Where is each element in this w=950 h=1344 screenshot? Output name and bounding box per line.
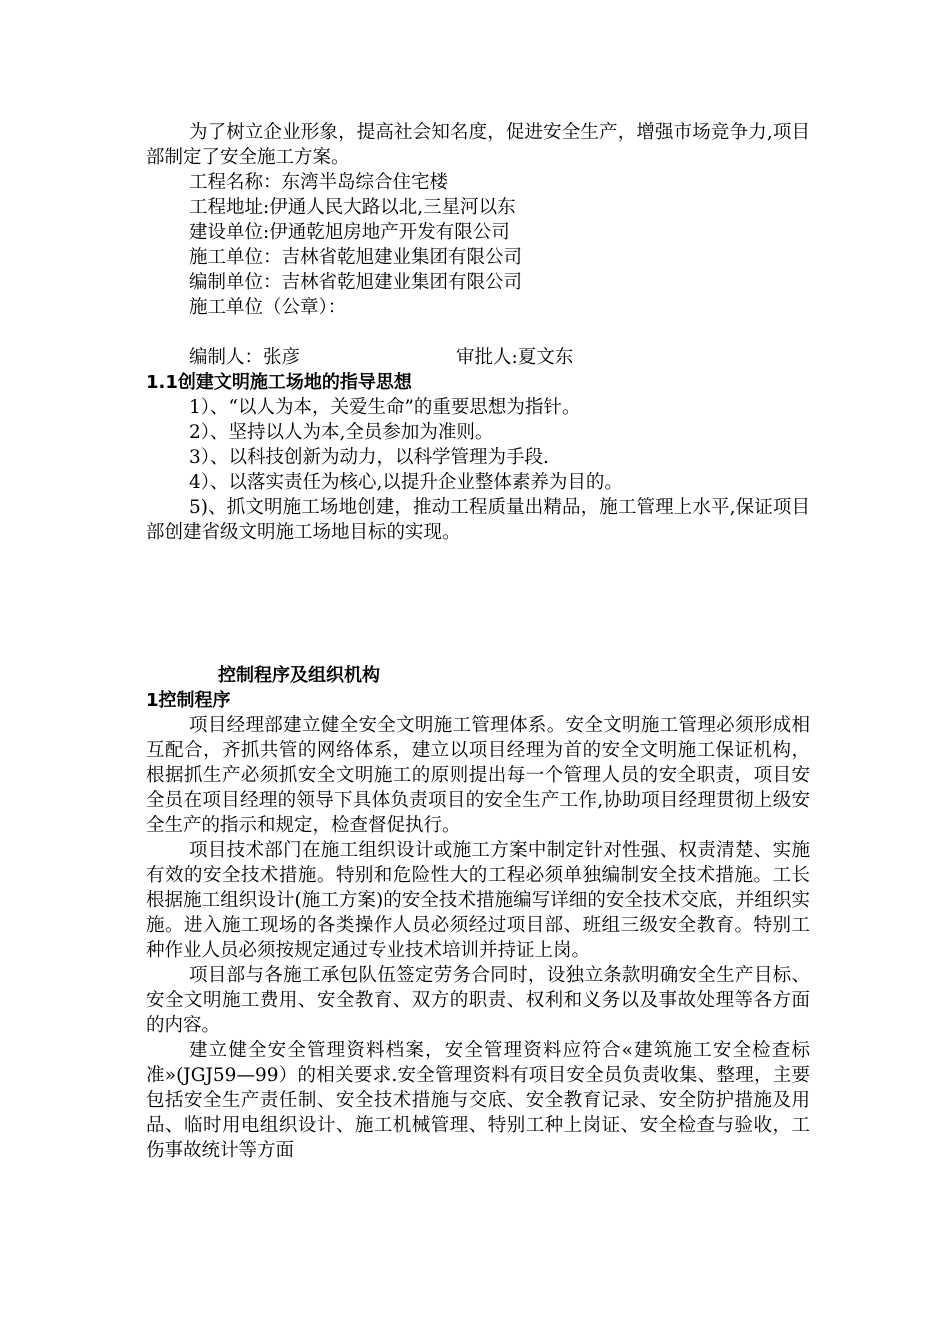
builder-unit: 建设单位:伊通乾旭房地产开发有限公司 [189,222,510,243]
guideline-item-5: 5)、抓文明施工场地创建，推动工程质量出精品，施工管理上水平,保证项目部创建省级文明施工场地目标的实现。 [146,497,810,543]
section-spacer [146,545,810,663]
guideline-item-1: 1）、“以人为本，关爱生命”的重要思想为指针。 [189,397,581,418]
blank-line [146,320,810,345]
guideline-item-4: 4）、以落实责任为核心,以提升企业整体素养为目的。 [189,472,623,493]
compiled-by: 编制人：张彦 [189,347,301,368]
contractor-unit: 施工单位：吉林省乾旭建业集团有限公司 [189,247,523,268]
guideline-item-3: 3）、以科技创新为动力，以科学管理为手段. [189,447,549,468]
guideline-item-2: 2）、坚持以人为本,全员参加为准则。 [189,422,494,443]
control-paragraph-1: 项目经理部建立健全安全文明施工管理体系。安全文明施工管理必须形成相互配合，齐抓共管的网络体系，建立以项目经理为首的安全文明施工保证机构，根据抓生产必须抓安全文明施工的原则提出每一个管理人员的安全职责，项目安全员在项目经理的领导下具体负责项目的安全生产工作,协助项目经理贯彻上级安全生产的指示和规定，检查督促执行。 [146,715,810,836]
seal-line: 施工单位（公章）： [189,297,347,318]
control-sub-heading: 1控制程序 [146,690,231,711]
control-paragraph-4: 建立健全安全管理资料档案，安全管理资料应符合«建筑施工安全检查标准»(JGJ59—99）的相关要求.安全管理资料有项目安全员负责收集、整理，主要包括安全生产责任制、安全技术措施与交底、安全教育记录、安全防护措施及用品、临时用电组织设计、施工机械管理、特别工种上岗证、安全检查与验收，工伤事故统计等方面 [146,1040,810,1161]
project-address: 工程地址:伊通人民大路以北,三星河以东 [189,197,516,218]
approved-by: 审批人:夏文东 [456,347,574,368]
control-section-title: 控制程序及组织机构 [218,665,380,686]
document-page [146,120,810,1163]
control-paragraph-3: 项目部与各施工承包队伍签定劳务合同时，设独立条款明确安全生产目标、安全文明施工费用、安全教育、双方的职责、权利和义务以及事故处理等各方面的内容。 [146,965,810,1036]
control-paragraph-2: 项目技术部门在施工组织设计或施工方案中制定针对性强、权责清楚、实施有效的安全技术措施。特别和危险性大的工程必须单独编制安全技术措施。工长根据施工组织设计(施工方案)的安全技术措施编写详细的安全技术交底，并组织实施。进入施工现场的各类操作人员必须经过项目部、班组三级安全教育。特别工种作业人员必须按规定通过专业技术培训并持证上岗。 [146,840,810,961]
intro-paragraph: 为了树立企业形象，提高社会知名度，促进安全生产，增强市场竞争力,项目部制定了安全施工方案。 [146,122,810,168]
section-1-1-heading: 1.1创建文明施工场地的指导思想 [146,372,412,393]
compiler-unit: 编制单位：吉林省乾旭建业集团有限公司 [189,272,523,293]
signature-line [146,345,810,370]
project-name: 工程名称：东湾半岛综合住宅楼 [189,172,449,193]
